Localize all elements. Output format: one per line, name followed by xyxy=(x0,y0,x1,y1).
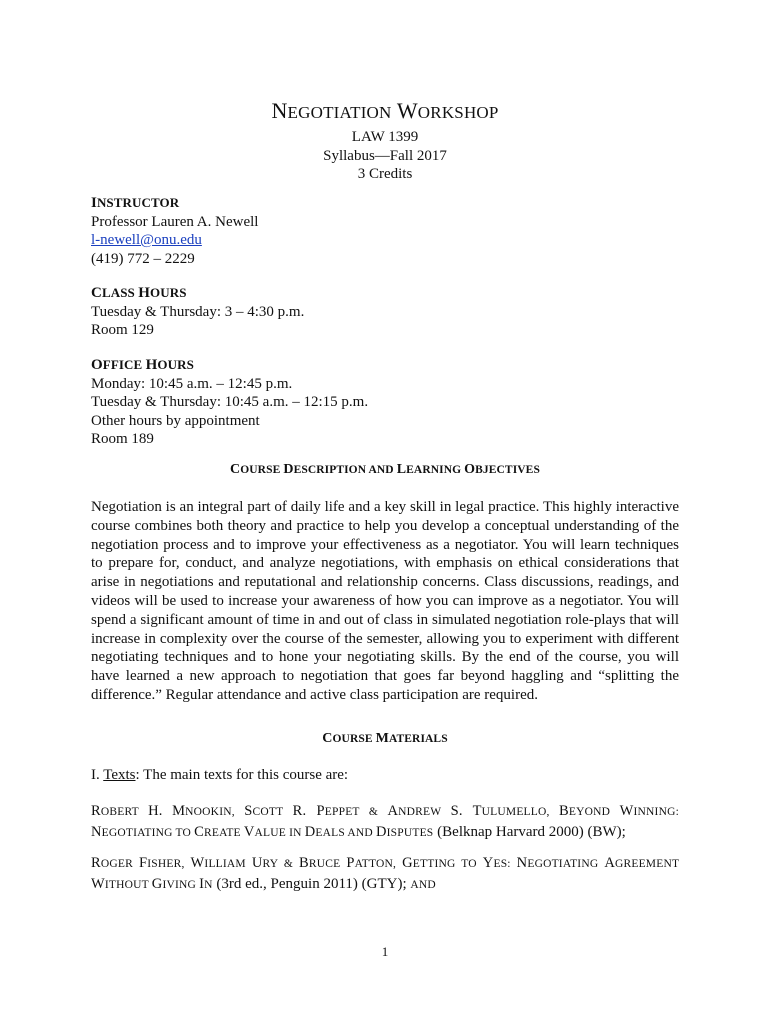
course-credits: 3 Credits xyxy=(357,166,413,182)
course-code: LAW 1399 xyxy=(351,129,419,145)
office-hours-label: OFFICE HOURS xyxy=(91,357,194,373)
course-description-paragraph: Negotiation is an integral part of daily life and a key skill in legal practice. This highly interactive course combines both theory and practice to help you develop a conceptual understanding of the negotiation process and to improve your effectiveness as a negotiator. You will learn techniques to prepare for, conduct, and analyze negotiations, with emphasis on ethical considerations that arise in negotiations and reputational and relationship concerns. Class discussions, readings, and videos will be used to increase your awareness of how you can improve as a negotiator. You will spend a significant amount of time in and out of class in simulated negotiation role-plays that will increase in complexity over the course of the semester, allowing you to experiment with different negotiating techniques and to hone your negotiating skills. By the end of the course, you will have learned a new approach to negotiation that goes far beyond haggling and “splitting the difference.” Regular attendance and active class participation are required. xyxy=(91,499,679,703)
class-room: Room 129 xyxy=(91,322,154,338)
course-materials-heading: COURSE MATERIALS xyxy=(322,731,448,746)
office-hours-tue-thu: Tuesday & Thursday: 10:45 a.m. – 12:15 p.m. xyxy=(91,394,369,410)
book-citation-beyond-winning: ROBERT H. MNOOKIN, SCOTT R. PEPPET & ANDREW S. TULUMELLO, BEYOND WINNING: NEGOTIATING TO CREATE VALUE IN DEALS AND DISPUTES (Belknap Harvard 2000) (BW); xyxy=(91,803,679,840)
instructor-label: INSTRUCTOR xyxy=(91,195,180,211)
class-hours-section xyxy=(91,284,681,340)
office-hours-other: Other hours by appointment xyxy=(91,412,260,429)
syllabus-term: Syllabus—Fall 2017 xyxy=(323,147,447,164)
office-hours-monday: Monday: 10:45 a.m. – 12:45 p.m. xyxy=(91,375,293,392)
course-description-heading: COURSE DESCRIPTION AND LEARNING OBJECTIVES xyxy=(230,462,540,477)
instructor-phone: (419) 772 – 2229 xyxy=(91,250,195,267)
course-title: NEGOTIATION WORKSHOP xyxy=(271,98,499,123)
office-hours-section xyxy=(91,356,681,449)
document-header xyxy=(0,96,770,184)
instructor-section xyxy=(91,194,681,268)
page-number: 1 xyxy=(381,944,389,959)
class-hours-label: CLASS HOURS xyxy=(91,285,187,301)
texts-intro: I. Texts: The main texts for this course are: xyxy=(91,767,349,783)
texts-label: Texts xyxy=(103,767,136,783)
class-days: Tuesday & Thursday: 3 – 4:30 p.m. xyxy=(91,303,305,320)
book-citation-getting-to-yes: ROGER FISHER, WILLIAM URY & BRUCE PATTON, GETTING TO YES: NEGOTIATING AGREEMENT WITHOUT GIVING IN (3rd ed., Penguin 2011) (GTY); AND xyxy=(91,855,679,892)
instructor-name: Professor Lauren A. Newell xyxy=(91,213,259,230)
instructor-email-link[interactable]: l-newell@onu.edu xyxy=(91,232,202,248)
office-room: Room 189 xyxy=(91,431,154,447)
